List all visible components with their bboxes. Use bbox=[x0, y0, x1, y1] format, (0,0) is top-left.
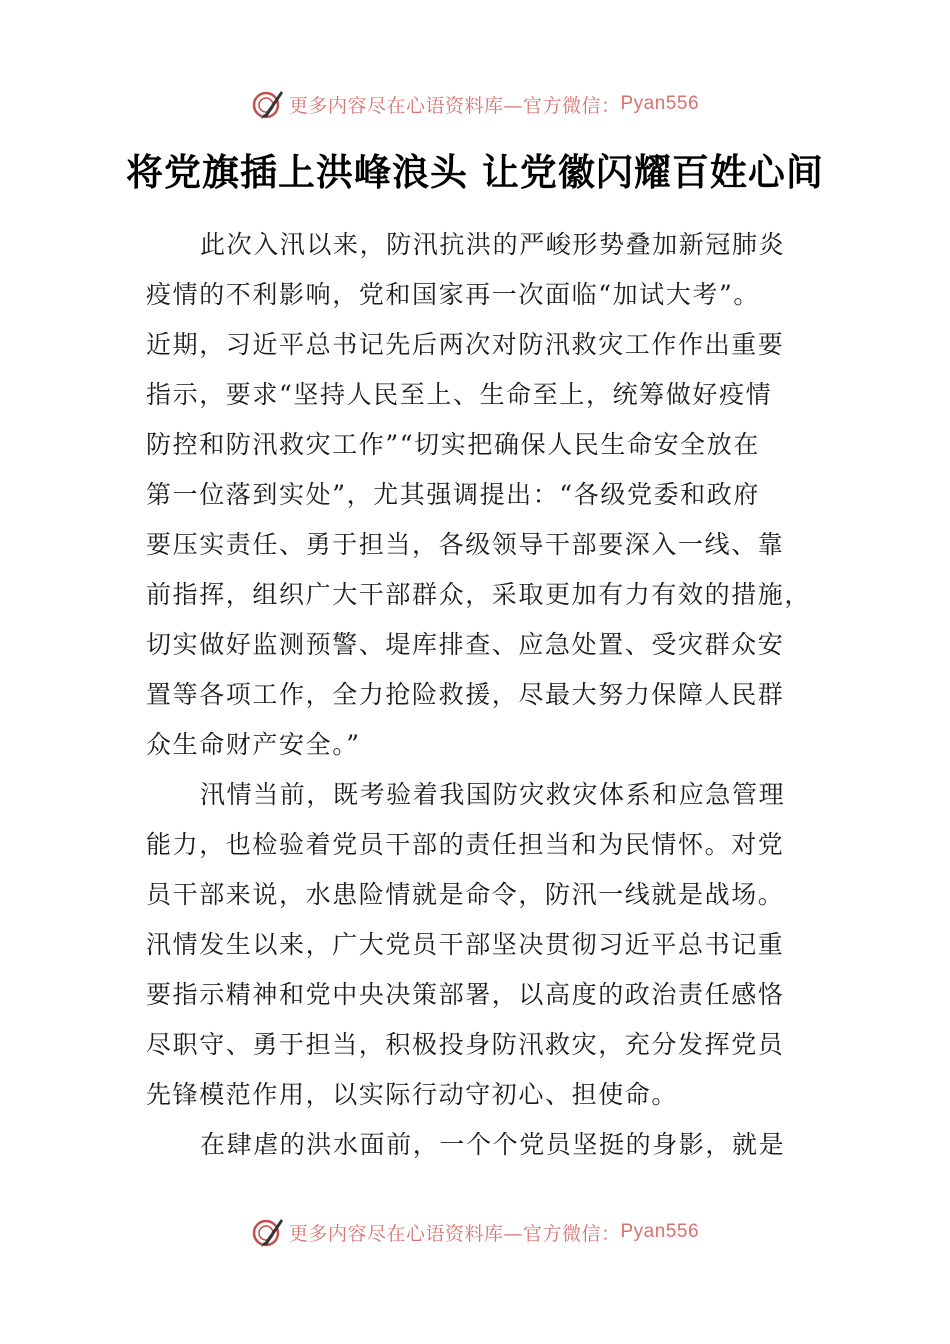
text-line: 前指挥，组织广大干部群众，采取更加有力有效的措施， bbox=[146, 580, 812, 609]
text-line: 要压实责任、勇于担当，各级领导干部要深入一线、靠 bbox=[146, 530, 785, 559]
text-line: 防控和防汛救灾工作”“切实把确保人民生命安全放在 bbox=[146, 430, 760, 459]
text-line: 众生命财产安全。” bbox=[146, 730, 361, 759]
text-line: 汛情发生以来，广大党员干部坚决贯彻习近平总书记重 bbox=[146, 930, 785, 959]
paragraph bbox=[146, 1120, 826, 1170]
quill-seal-logo-icon bbox=[251, 1215, 285, 1249]
quill-seal-logo-icon bbox=[251, 87, 285, 121]
text-line: 切实做好监测预警、堤库排查、应急处置、受灾群众安 bbox=[146, 630, 785, 659]
header-banner-text: 更多内容尽在心语资料库—官方微信： bbox=[288, 94, 621, 117]
text-line: 汛情当前，既考验着我国防灾救灾体系和应急管理 bbox=[200, 780, 786, 809]
text-line: 此次入汛以来，防汛抗洪的严峻形势叠加新冠肺炎 bbox=[200, 230, 786, 259]
paragraph bbox=[146, 220, 826, 770]
text-line: 员干部来说，水患险情就是命令，防汛一线就是战场。 bbox=[146, 880, 785, 909]
text-line: 能力，也检验着党员干部的责任担当和为民情怀。对党 bbox=[146, 830, 785, 859]
text-line: 先锋模范作用，以实际行动守初心、担使命。 bbox=[146, 1080, 679, 1109]
document-body bbox=[146, 220, 826, 1170]
text-line: 第一位落到实处”，尤其强调提出：“各级党委和政府 bbox=[146, 480, 760, 509]
paragraph bbox=[146, 770, 826, 1120]
text-line: 要指示精神和党中央决策部署，以高度的政治责任感恪 bbox=[146, 980, 785, 1009]
header-banner-wechat: Pyan556 bbox=[620, 93, 700, 114]
text-line: 近期，习近平总书记先后两次对防汛救灾工作作出重要 bbox=[146, 330, 785, 359]
text-line: 指示，要求“坚持人民至上、生命至上，统筹做好疫情 bbox=[146, 380, 773, 409]
text-line: 尽职守、勇于担当，积极投身防汛救灾，充分发挥党员 bbox=[146, 1030, 785, 1059]
document-title: 将党旗插上洪峰浪头 让党徽闪耀百姓心间 bbox=[126, 150, 824, 194]
header-watermark-banner bbox=[0, 84, 950, 124]
footer-banner-wechat: Pyan556 bbox=[620, 1221, 700, 1242]
footer-watermark-banner bbox=[0, 1212, 950, 1252]
text-line: 在肆虐的洪水面前，一个个党员坚挺的身影，就是 bbox=[200, 1130, 786, 1159]
text-line: 置等各项工作，全力抢险救援，尽最大努力保障人民群 bbox=[146, 680, 785, 709]
text-line: 疫情的不利影响，党和国家再一次面临“加试大考”。 bbox=[146, 280, 760, 309]
footer-banner-text: 更多内容尽在心语资料库—官方微信： bbox=[288, 1222, 621, 1245]
